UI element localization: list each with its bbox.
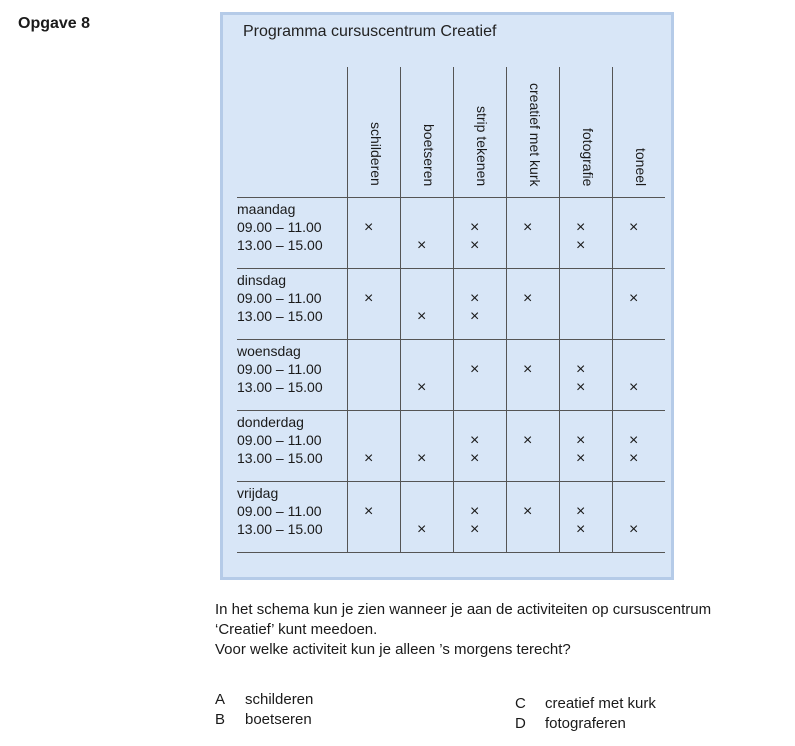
answer-letter: A (215, 691, 226, 708)
morning-mark: × (629, 432, 639, 449)
afternoon-mark: × (417, 521, 427, 538)
afternoon-slot: 13.00 – 15.00 (237, 450, 323, 466)
answer-option-b[interactable] (215, 710, 312, 730)
schedule-cell (507, 411, 560, 482)
morning-mark: × (576, 503, 586, 520)
question-line-3: Voor welke activiteit kun je alleen ’s morgens terecht? (215, 641, 571, 658)
answer-letter: D (515, 715, 526, 732)
afternoon-mark: × (576, 521, 586, 538)
schedule-cell (560, 269, 613, 340)
schedule-cell (348, 198, 401, 269)
schedule-cell (454, 340, 507, 411)
schedule-frame (220, 12, 674, 580)
answer-option-c[interactable] (515, 694, 656, 714)
question-line-2: ‘Creatief’ kunt meedoen. (215, 621, 378, 638)
schedule-cell (507, 340, 560, 411)
day-name: maandag (237, 201, 296, 217)
schedule-cell (454, 269, 507, 340)
column-header (613, 67, 666, 198)
schedule-cell (560, 411, 613, 482)
column-label: boetseren (421, 123, 437, 186)
morning-mark: × (364, 219, 374, 236)
afternoon-mark: × (470, 237, 480, 254)
morning-slot: 09.00 – 11.00 (237, 219, 322, 235)
day-row (237, 340, 665, 411)
schedule-cell (613, 269, 666, 340)
day-cell (237, 340, 348, 411)
afternoon-slot: 13.00 – 15.00 (237, 379, 323, 395)
schedule-cell (401, 411, 454, 482)
schedule-cell (348, 340, 401, 411)
morning-mark: × (364, 503, 374, 520)
day-row (237, 269, 665, 340)
afternoon-slot: 13.00 – 15.00 (237, 237, 323, 253)
day-name: dinsdag (237, 272, 287, 288)
column-label: creatief met kurk (527, 82, 543, 186)
day-name: donderdag (237, 414, 304, 430)
morning-mark: × (523, 361, 533, 378)
morning-mark: × (629, 219, 639, 236)
day-cell (237, 411, 348, 482)
schedule-cell (507, 269, 560, 340)
afternoon-mark: × (629, 450, 639, 467)
column-header (454, 67, 507, 198)
schedule-cell (348, 482, 401, 553)
afternoon-slot: 13.00 – 15.00 (237, 308, 323, 324)
answer-letter: B (215, 711, 226, 728)
schedule-title: Programma cursuscentrum Creatief (243, 23, 497, 40)
schedule-cell (454, 198, 507, 269)
schedule-cell (454, 411, 507, 482)
morning-mark: × (470, 361, 480, 378)
afternoon-mark: × (629, 521, 639, 538)
afternoon-mark: × (470, 521, 480, 538)
afternoon-mark: × (629, 379, 639, 396)
schedule-cell (454, 482, 507, 553)
morning-mark: × (470, 432, 480, 449)
afternoon-mark: × (576, 237, 586, 254)
schedule-table (237, 67, 665, 553)
morning-mark: × (364, 290, 374, 307)
answer-option-d[interactable] (515, 714, 626, 734)
schedule-cell (613, 340, 666, 411)
morning-mark: × (523, 290, 533, 307)
column-label: toneel (633, 147, 649, 186)
schedule-cell (613, 411, 666, 482)
day-name: vrijdag (237, 485, 279, 501)
schedule-cell (507, 482, 560, 553)
answer-letter: C (515, 695, 526, 712)
schedule-cell (560, 340, 613, 411)
day-cell (237, 198, 348, 269)
afternoon-mark: × (417, 308, 427, 325)
column-header (507, 67, 560, 198)
day-cell (237, 269, 348, 340)
schedule-cell (613, 198, 666, 269)
schedule-body (237, 198, 665, 553)
column-label: fotografie (580, 127, 596, 186)
afternoon-mark: × (470, 308, 480, 325)
exercise-heading: Opgave 8 (18, 15, 91, 32)
answer-text: boetseren (245, 711, 312, 728)
afternoon-mark: × (417, 379, 427, 396)
morning-mark: × (470, 219, 480, 236)
day-row (237, 198, 665, 269)
day-row (237, 411, 665, 482)
column-label: schilderen (368, 122, 384, 186)
morning-mark: × (470, 503, 480, 520)
morning-mark: × (470, 290, 480, 307)
morning-mark: × (523, 219, 533, 236)
answer-text: schilderen (245, 691, 314, 708)
morning-slot: 09.00 – 11.00 (237, 290, 322, 306)
morning-mark: × (576, 432, 586, 449)
question-text (215, 600, 795, 660)
afternoon-mark: × (364, 450, 374, 467)
morning-mark: × (576, 219, 586, 236)
afternoon-slot: 13.00 – 15.00 (237, 521, 323, 537)
afternoon-mark: × (417, 237, 427, 254)
header-corner (237, 67, 348, 198)
question-line-1: In het schema kun je zien wanneer je aan de activiteiten op cursuscentrum (215, 601, 712, 618)
morning-mark: × (523, 503, 533, 520)
schedule-cell (560, 482, 613, 553)
schedule-cell (560, 198, 613, 269)
schedule-cell (401, 198, 454, 269)
answer-text: creatief met kurk (545, 695, 656, 712)
day-row (237, 482, 665, 553)
column-header (560, 67, 613, 198)
afternoon-mark: × (417, 450, 427, 467)
afternoon-mark: × (576, 379, 586, 396)
answer-text: fotograferen (545, 715, 626, 732)
morning-mark: × (576, 361, 586, 378)
schedule-cell (613, 482, 666, 553)
schedule-cell (348, 269, 401, 340)
schedule-cell (507, 198, 560, 269)
column-header (348, 67, 401, 198)
schedule-cell (401, 269, 454, 340)
morning-slot: 09.00 – 11.00 (237, 432, 322, 448)
morning-slot: 09.00 – 11.00 (237, 361, 322, 377)
answer-option-a[interactable] (215, 690, 313, 710)
day-name: woensdag (237, 343, 301, 359)
day-cell (237, 482, 348, 553)
schedule-cell (401, 340, 454, 411)
afternoon-mark: × (470, 450, 480, 467)
morning-slot: 09.00 – 11.00 (237, 503, 322, 519)
morning-mark: × (629, 290, 639, 307)
afternoon-mark: × (576, 450, 586, 467)
schedule-cell (348, 411, 401, 482)
morning-mark: × (523, 432, 533, 449)
schedule-cell (401, 482, 454, 553)
schedule-header-row (237, 67, 665, 198)
column-header (401, 67, 454, 198)
column-label: strip tekenen (474, 105, 490, 186)
